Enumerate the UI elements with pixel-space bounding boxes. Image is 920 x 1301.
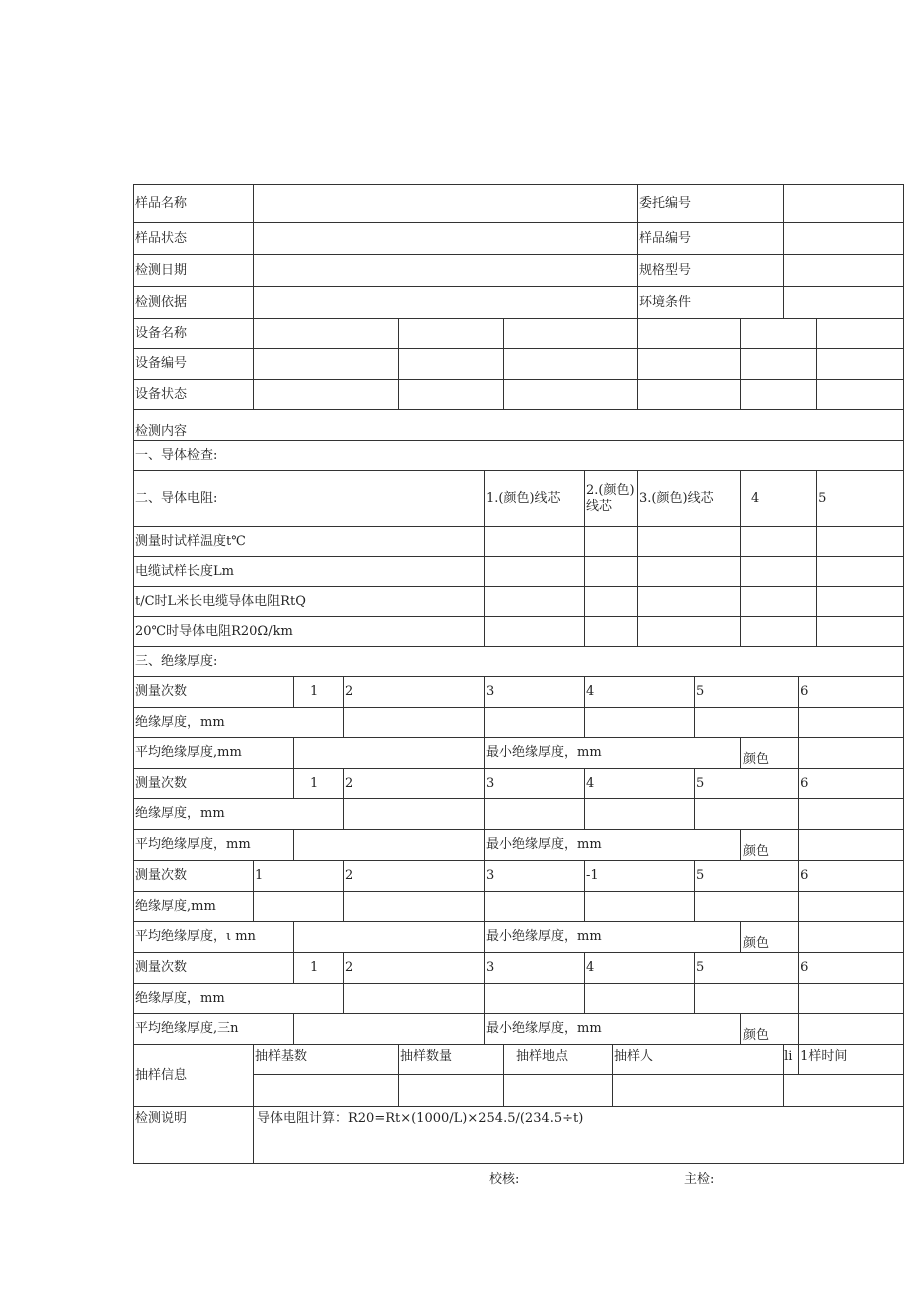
- min-thickness-label: 最小绝缘厚度，mm: [485, 922, 741, 953]
- row-notes: [134, 1107, 904, 1164]
- measure-num: 2: [344, 861, 485, 892]
- row-equipment-number: [134, 349, 904, 380]
- equipment-name-cell[interactable]: [741, 319, 817, 349]
- equipment-name-cell[interactable]: [399, 319, 504, 349]
- equipment-name-label: 设备名称: [134, 319, 254, 349]
- resistance-cell[interactable]: [741, 617, 817, 647]
- resistance-row-label: 测量时试样温度t℃: [134, 527, 485, 557]
- equipment-state-cell[interactable]: [504, 380, 638, 410]
- equipment-number-cell[interactable]: [504, 349, 638, 380]
- resistance-cell[interactable]: [485, 557, 585, 587]
- core-4-header: 4: [741, 471, 817, 527]
- section3-title: 三、绝缘厚度:: [134, 647, 904, 677]
- thickness-cell[interactable]: [344, 708, 485, 738]
- resistance-cell[interactable]: [741, 527, 817, 557]
- thickness-cell[interactable]: [799, 892, 904, 922]
- sample-name-label: 样品名称: [134, 185, 254, 223]
- avg-thickness-value[interactable]: [294, 922, 485, 953]
- row-test-content: [134, 410, 904, 441]
- measure-count-label: 测量次数: [134, 953, 294, 984]
- test-date-value[interactable]: [254, 255, 638, 287]
- equipment-name-cell[interactable]: [254, 319, 399, 349]
- avg-thickness-label: 平均绝缘厚度,三n: [134, 1014, 294, 1045]
- row-sampling-head: [134, 1045, 904, 1075]
- sampling-base-value[interactable]: [254, 1075, 399, 1107]
- resistance-cell[interactable]: [817, 557, 904, 587]
- sample-name-value[interactable]: [254, 185, 638, 223]
- row-resistance: [134, 557, 904, 587]
- thickness-cell[interactable]: [585, 984, 695, 1014]
- measure-num: 6: [799, 861, 904, 892]
- measure-num: 6: [799, 677, 904, 708]
- resistance-row-label: 电缆试样长度Lm: [134, 557, 485, 587]
- measure-num: 3: [485, 953, 585, 984]
- sampling-mark: li: [784, 1045, 799, 1075]
- avg-thickness-label: 平均绝缘厚度，mm: [134, 830, 294, 861]
- sample-state-label: 样品状态: [134, 223, 254, 255]
- thickness-cell[interactable]: [485, 892, 585, 922]
- measure-num: 3: [485, 861, 585, 892]
- row-sample-state: [134, 223, 904, 255]
- resistance-row-label: t/C时L米长电缆导体电阻RtQ: [134, 587, 485, 617]
- spec-model-value[interactable]: [784, 255, 904, 287]
- measure-num: 5: [695, 677, 799, 708]
- row-average: [134, 1014, 904, 1045]
- sampling-quantity-value[interactable]: [399, 1075, 504, 1107]
- thickness-cell[interactable]: [485, 799, 585, 830]
- section2-title: 二、导体电阻:: [134, 471, 485, 527]
- color-label: 颜色: [741, 738, 799, 769]
- equipment-state-cell[interactable]: [638, 380, 741, 410]
- core-1-header: 1.(颜色)线芯: [485, 471, 585, 527]
- entrust-no-value[interactable]: [784, 185, 904, 223]
- row-resistance: [134, 527, 904, 557]
- sample-state-value[interactable]: [254, 223, 638, 255]
- equipment-name-cell[interactable]: [504, 319, 638, 349]
- color-label: 颜色: [741, 830, 799, 861]
- equipment-number-cell[interactable]: [399, 349, 504, 380]
- row-measure-count: [134, 861, 904, 892]
- avg-thickness-value[interactable]: [294, 830, 485, 861]
- thickness-cell[interactable]: [344, 984, 485, 1014]
- min-thickness-label: 最小绝缘厚度，mm: [485, 1014, 741, 1045]
- avg-thickness-label: 平均绝缘厚度,mm: [134, 738, 294, 769]
- min-thickness-label: 最小绝缘厚度，mm: [485, 738, 741, 769]
- core-5-header: 5: [817, 471, 904, 527]
- inspector-signature-label: 主检:: [684, 1172, 715, 1187]
- resistance-cell[interactable]: [585, 587, 638, 617]
- row-thickness: [134, 708, 904, 738]
- sampling-time-label: 1样时间: [799, 1045, 904, 1075]
- equipment-number-cell[interactable]: [817, 349, 904, 380]
- thickness-label: 绝缘厚度，mm: [134, 799, 344, 830]
- entrust-no-label: 委托编号: [638, 185, 784, 223]
- sampling-place-value[interactable]: [504, 1075, 613, 1107]
- thickness-cell[interactable]: [485, 708, 585, 738]
- measure-num: 3: [485, 769, 585, 799]
- record-table: [133, 184, 904, 1164]
- measure-num: 6: [799, 769, 904, 799]
- notes-label: 检测说明: [134, 1107, 254, 1164]
- thickness-cell[interactable]: [695, 892, 799, 922]
- spec-model-label: 规格型号: [638, 255, 784, 287]
- measure-count-label: 测量次数: [134, 769, 294, 799]
- thickness-label: 绝缘厚度,mm: [134, 892, 254, 922]
- row-average: [134, 738, 904, 769]
- thickness-cell[interactable]: [485, 984, 585, 1014]
- measure-num: 2: [344, 953, 485, 984]
- row-conductor-check: [134, 441, 904, 471]
- min-thickness-label: 最小绝缘厚度，mm: [485, 830, 741, 861]
- avg-thickness-value[interactable]: [294, 738, 485, 769]
- resistance-cell[interactable]: [638, 617, 741, 647]
- sample-no-label: 样品编号: [638, 223, 784, 255]
- section1-title: 一、导体检查:: [134, 441, 904, 471]
- avg-thickness-value[interactable]: [294, 1014, 485, 1045]
- measure-num: 1: [294, 677, 344, 708]
- sampling-person-label: 抽样人: [613, 1045, 784, 1075]
- measure-num: 5: [695, 953, 799, 984]
- sampling-person-value[interactable]: [613, 1075, 784, 1107]
- row-thickness: [134, 799, 904, 830]
- color-value[interactable]: [799, 830, 904, 861]
- sampling-label: 抽样信息: [134, 1045, 254, 1107]
- measure-num: 4: [585, 677, 695, 708]
- sampling-base-label: 抽样基数: [254, 1045, 399, 1075]
- color-label: 颜色: [741, 922, 799, 953]
- thickness-cell[interactable]: [799, 984, 904, 1014]
- resistance-cell[interactable]: [585, 527, 638, 557]
- measure-num: 5: [695, 861, 799, 892]
- thickness-cell[interactable]: [344, 892, 485, 922]
- thickness-cell[interactable]: [254, 892, 344, 922]
- thickness-label: 绝缘厚度，mm: [134, 708, 344, 738]
- thickness-cell[interactable]: [585, 892, 695, 922]
- row-test-basis: [134, 287, 904, 319]
- sampling-place-label: 抽样地点: [504, 1045, 613, 1075]
- row-thickness: [134, 984, 904, 1014]
- row-resistance-head: [134, 471, 904, 527]
- row-test-date: [134, 255, 904, 287]
- row-equipment-name: [134, 319, 904, 349]
- color-value[interactable]: [799, 922, 904, 953]
- resistance-cell[interactable]: [485, 527, 585, 557]
- env-condition-value[interactable]: [784, 287, 904, 319]
- resistance-cell[interactable]: [585, 557, 638, 587]
- row-measure-count: [134, 953, 904, 984]
- equipment-number-cell[interactable]: [254, 349, 399, 380]
- equipment-state-label: 设备状态: [134, 380, 254, 410]
- resistance-cell[interactable]: [485, 587, 585, 617]
- measure-num: 4: [585, 953, 695, 984]
- core-3-header: 3.(颜色)线芯: [638, 471, 741, 527]
- equipment-state-cell[interactable]: [399, 380, 504, 410]
- env-condition-label: 环境条件: [638, 287, 784, 319]
- notes-formula: 导体电阻计算：R20=Rt×(1000/L)×254.5/(234.5÷t): [254, 1107, 904, 1164]
- resistance-cell[interactable]: [817, 587, 904, 617]
- core-2-header: 2.(颜色)线芯: [585, 471, 638, 527]
- measure-num: 2: [344, 769, 485, 799]
- measure-num: 3: [485, 677, 585, 708]
- resistance-cell[interactable]: [741, 557, 817, 587]
- equipment-state-cell[interactable]: [254, 380, 399, 410]
- equipment-state-cell[interactable]: [817, 380, 904, 410]
- avg-thickness-label: 平均绝缘厚度，ι mn: [134, 922, 294, 953]
- row-sample-name: [134, 185, 904, 223]
- measure-num: 4: [585, 769, 695, 799]
- equipment-name-cell[interactable]: [638, 319, 741, 349]
- row-measure-count: [134, 677, 904, 708]
- measure-num: 6: [799, 953, 904, 984]
- resistance-cell[interactable]: [817, 617, 904, 647]
- thickness-cell[interactable]: [799, 799, 904, 830]
- resistance-cell[interactable]: [741, 587, 817, 617]
- thickness-cell[interactable]: [585, 708, 695, 738]
- color-value[interactable]: [799, 738, 904, 769]
- resistance-cell[interactable]: [585, 617, 638, 647]
- measure-num: 2: [344, 677, 485, 708]
- row-thickness: [134, 892, 904, 922]
- row-average: [134, 830, 904, 861]
- thickness-label: 绝缘厚度，mm: [134, 984, 344, 1014]
- color-value[interactable]: [799, 1014, 904, 1045]
- row-average: [134, 922, 904, 953]
- equipment-number-cell[interactable]: [638, 349, 741, 380]
- row-equipment-state: [134, 380, 904, 410]
- resistance-cell[interactable]: [638, 527, 741, 557]
- test-date-label: 检测日期: [134, 255, 254, 287]
- thickness-cell[interactable]: [695, 799, 799, 830]
- measure-num: 5: [695, 769, 799, 799]
- review-signature-label: 校核:: [489, 1172, 520, 1187]
- equipment-number-label: 设备编号: [134, 349, 254, 380]
- measure-num: 1: [294, 769, 344, 799]
- resistance-cell[interactable]: [638, 587, 741, 617]
- sampling-quantity-label: 抽样数量: [399, 1045, 504, 1075]
- row-insulation-title: [134, 647, 904, 677]
- row-measure-count: [134, 769, 904, 799]
- test-basis-value[interactable]: [254, 287, 638, 319]
- resistance-cell[interactable]: [817, 527, 904, 557]
- thickness-cell[interactable]: [695, 984, 799, 1014]
- equipment-state-cell[interactable]: [741, 380, 817, 410]
- sample-no-value[interactable]: [784, 223, 904, 255]
- equipment-number-cell[interactable]: [741, 349, 817, 380]
- equipment-name-cell[interactable]: [817, 319, 904, 349]
- test-record-form: [133, 184, 863, 1164]
- measure-num: 1: [294, 953, 344, 984]
- measure-num: 1: [254, 861, 344, 892]
- test-content-label: 检测内容: [134, 410, 904, 441]
- color-label: 颜色: [741, 1014, 799, 1045]
- resistance-cell[interactable]: [485, 617, 585, 647]
- resistance-cell[interactable]: [638, 557, 741, 587]
- test-basis-label: 检测依据: [134, 287, 254, 319]
- thickness-cell[interactable]: [695, 708, 799, 738]
- sampling-time-value[interactable]: [784, 1075, 904, 1107]
- measure-count-label: 测量次数: [134, 677, 294, 708]
- thickness-cell[interactable]: [344, 799, 485, 830]
- thickness-cell[interactable]: [799, 708, 904, 738]
- measure-num: -1: [585, 861, 695, 892]
- resistance-row-label: 20℃时导体电阻R20Ω/km: [134, 617, 485, 647]
- row-resistance: [134, 587, 904, 617]
- row-resistance: [134, 617, 904, 647]
- thickness-cell[interactable]: [585, 799, 695, 830]
- measure-count-label: 测量次数: [134, 861, 254, 892]
